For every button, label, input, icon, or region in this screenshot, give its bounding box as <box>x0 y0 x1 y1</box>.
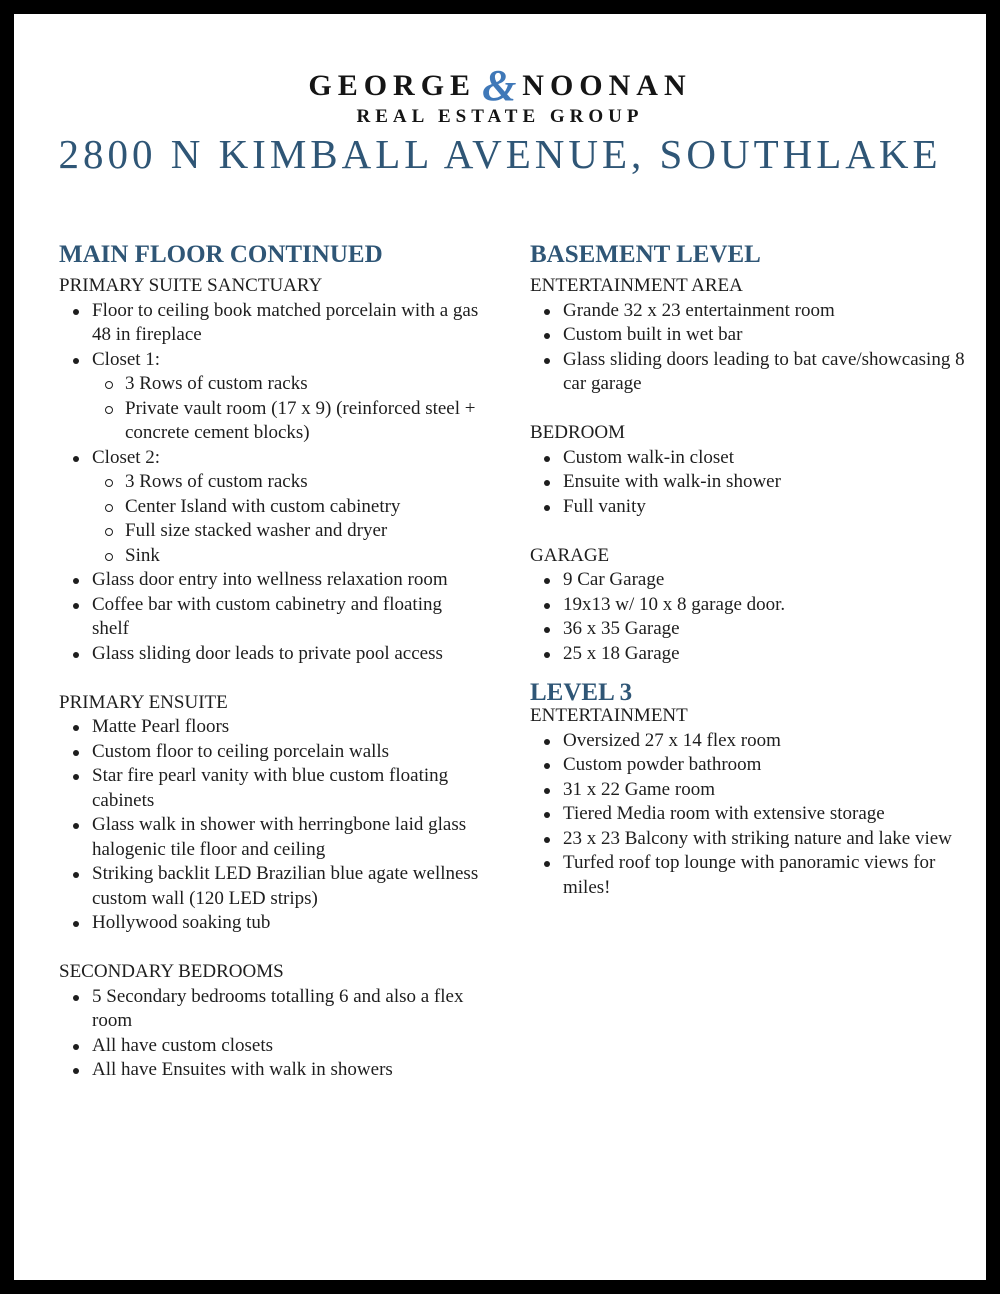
bullet-list <box>59 715 479 936</box>
list-item: 25 x 18 Garage <box>530 642 970 667</box>
group-primary-ensuite <box>59 691 479 936</box>
list-item: Full size stacked washer and dryer <box>59 519 479 544</box>
list-item: Glass walk in shower with herringbone laid glass halogenic tile floor and ceiling <box>59 813 479 862</box>
subsection-heading: PRIMARY SUITE SANCTUARY <box>59 275 323 296</box>
bullet-list <box>530 446 970 520</box>
list-item: Glass sliding door leads to private pool access <box>59 642 479 667</box>
list-item: Closet 2: <box>59 446 479 471</box>
list-item: Custom built in wet bar <box>530 323 970 348</box>
list-item: Star fire pearl vanity with blue custom floating cabinets <box>59 764 479 813</box>
section-title-main-floor: MAIN FLOOR CONTINUED <box>59 241 383 268</box>
group-primary-suite <box>59 274 479 666</box>
list-item: Turfed roof top lounge with panoramic views for miles! <box>530 851 970 900</box>
list-item: Hollywood soaking tub <box>59 911 479 936</box>
list-item: 9 Car Garage <box>530 568 970 593</box>
brand-logo <box>14 60 986 111</box>
bullet-list <box>530 729 970 901</box>
list-item: 3 Rows of custom racks <box>59 470 479 495</box>
list-item: 36 x 35 Garage <box>530 617 970 642</box>
list-item: Grande 32 x 23 entertainment room <box>530 299 970 324</box>
list-item: Private vault room (17 x 9) (reinforced steel + concrete cement blocks) <box>59 397 479 446</box>
subsection-heading: GARAGE <box>530 544 610 566</box>
list-item: Floor to ceiling book matched porcelain with a gas 48 in fireplace <box>59 299 479 348</box>
bullet-list <box>59 299 479 667</box>
bullet-list <box>59 985 479 1083</box>
section-title-level-3: LEVEL 3 <box>530 679 633 706</box>
list-item: Full vanity <box>530 495 970 520</box>
brand-subtitle: REAL ESTATE GROUP <box>356 106 644 127</box>
property-address: 2800 N KIMBALL AVENUE, SOUTHLAKE <box>58 131 942 177</box>
list-item: Sink <box>59 544 479 569</box>
list-item: 3 Rows of custom racks <box>59 372 479 397</box>
group-entertainment <box>530 704 970 900</box>
brand-name-left: GEORGE <box>308 69 477 102</box>
subsection-heading: ENTERTAINMENT AREA <box>530 275 743 296</box>
list-item: Glass door entry into wellness relaxation room <box>59 568 479 593</box>
list-item: All have custom closets <box>59 1034 479 1059</box>
list-item: 31 x 22 Game room <box>530 778 970 803</box>
list-item: Closet 1: <box>59 348 479 373</box>
group-bedroom <box>530 421 970 519</box>
list-item: Matte Pearl floors <box>59 715 479 740</box>
ampersand-logo: & <box>482 61 517 110</box>
list-item: Tiered Media room with extensive storage <box>530 802 970 827</box>
page <box>14 14 986 1280</box>
list-item: Oversized 27 x 14 flex room <box>530 729 970 754</box>
list-item: Center Island with custom cabinetry <box>59 495 479 520</box>
right-column <box>530 238 970 925</box>
list-item: 19x13 w/ 10 x 8 garage door. <box>530 593 970 618</box>
list-item: Custom walk-in closet <box>530 446 970 471</box>
list-item: Coffee bar with custom cabinetry and floating shelf <box>59 593 479 642</box>
subsection-heading: SECONDARY BEDROOMS <box>59 961 284 982</box>
bullet-list <box>530 299 970 397</box>
list-item: Glass sliding doors leading to bat cave/showcasing 8 car garage <box>530 348 970 397</box>
list-item: Ensuite with walk-in shower <box>530 470 970 495</box>
list-item: Striking backlit LED Brazilian blue agate wellness custom wall (120 LED strips) <box>59 862 479 911</box>
subsection-heading: ENTERTAINMENT <box>530 705 688 726</box>
brand-name-right: NOONAN <box>522 69 692 102</box>
list-item: 5 Secondary bedrooms totalling 6 and also a flex room <box>59 985 479 1034</box>
list-item: All have Ensuites with walk in showers <box>59 1058 479 1083</box>
bullet-list <box>530 568 970 666</box>
subsection-heading: PRIMARY ENSUITE <box>59 691 228 713</box>
left-column <box>59 238 479 1107</box>
list-item: 23 x 23 Balcony with striking nature and lake view <box>530 827 970 852</box>
group-garage <box>530 544 970 667</box>
group-secondary-bedrooms <box>59 960 479 1083</box>
subsection-heading: BEDROOM <box>530 422 626 443</box>
list-item: Custom floor to ceiling porcelain walls <box>59 740 479 765</box>
section-title-basement: BASEMENT LEVEL <box>530 241 761 268</box>
list-item: Custom powder bathroom <box>530 753 970 778</box>
group-entertainment-area <box>530 274 970 397</box>
